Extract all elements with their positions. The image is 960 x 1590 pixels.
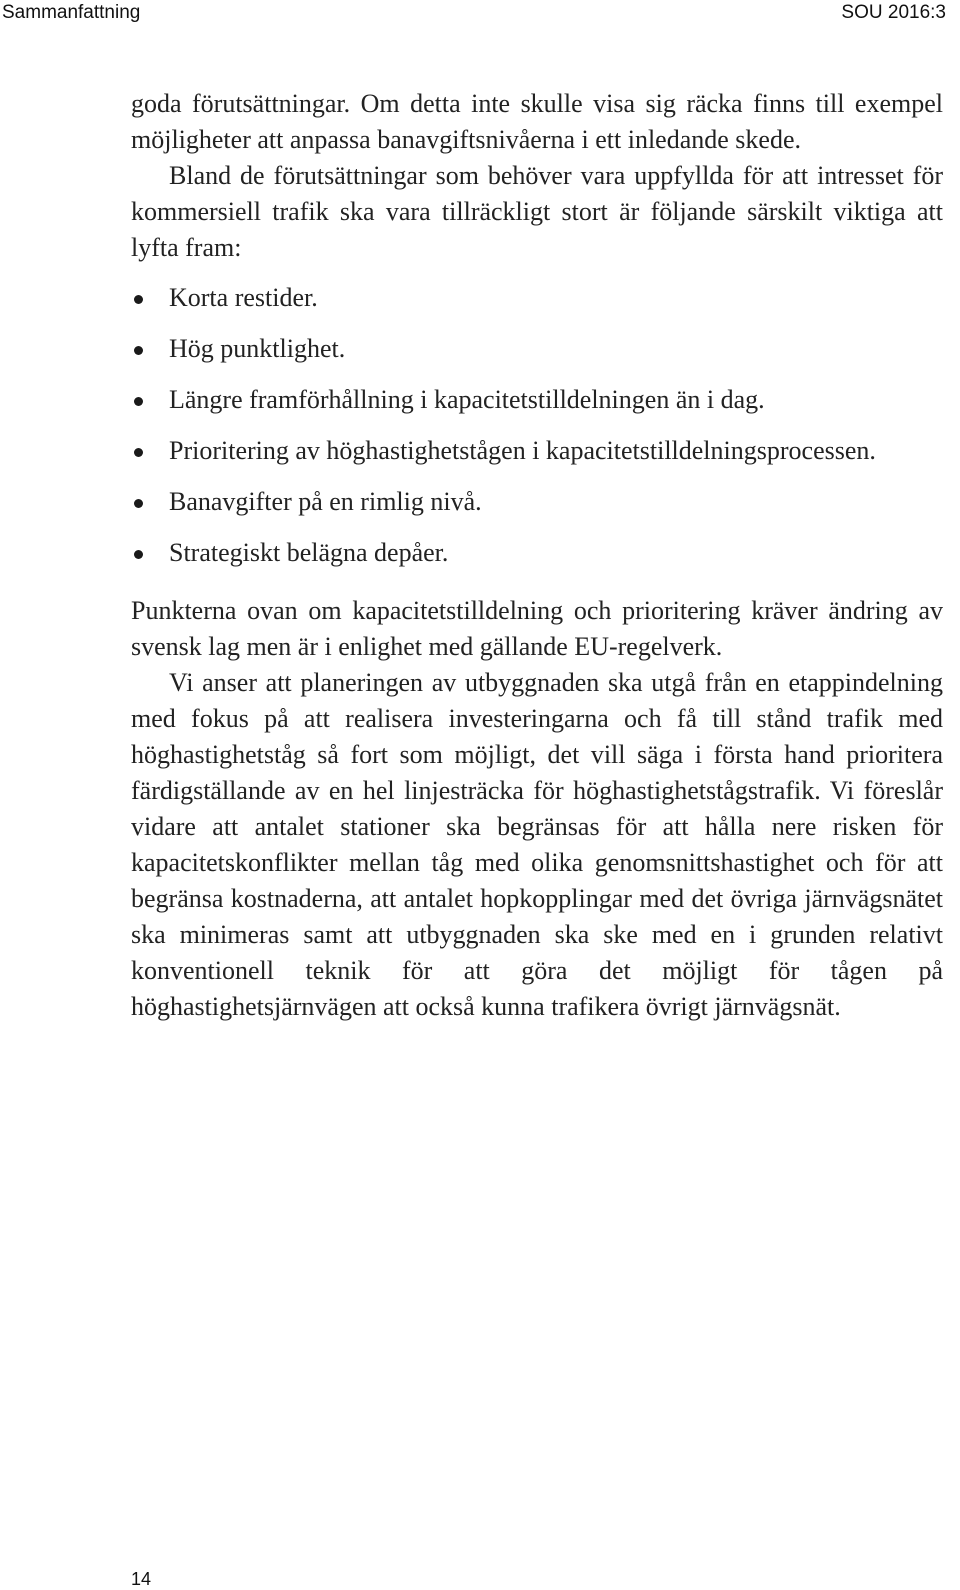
paragraph-legislation: Punkterna ovan om kapacitetstilldelning och prioritering kräver ändring av svensk lag men är i enlighet med gällande EU-regelverk.	[131, 596, 943, 661]
paragraph-prerequisites: Bland de förutsättningar som behöver vara uppfyllda för att intresset för kommersiell trafik ska vara tillräckligt stort är följande särskilt viktiga att lyfta fram:	[131, 161, 943, 262]
list-item-text: Prioritering av höghastighetstågen i kapacitetstilldelningsprocessen.	[169, 436, 876, 465]
list-item-text: Banavgifter på en rimlig nivå.	[169, 487, 482, 516]
bullet-icon	[134, 550, 143, 559]
running-header	[0, 0, 960, 26]
list-item-text: Korta restider.	[169, 283, 318, 312]
paragraph-continuation: goda förutsättningar. Om detta inte skulle visa sig räcka finns till exempel möjligheter att anpassa banavgiftsnivåerna i ett inledande skede.	[131, 89, 943, 154]
list-item	[131, 280, 943, 316]
list-item	[131, 331, 943, 367]
list-item	[131, 484, 943, 520]
body-text	[131, 86, 943, 1025]
bullet-icon	[134, 397, 143, 406]
list-item	[131, 382, 943, 418]
list-item-text: Hög punktlighet.	[169, 334, 346, 363]
list-item-text: Strategiskt belägna depåer.	[169, 538, 449, 567]
section-title: Sammanfattning	[2, 2, 141, 23]
list-item	[131, 433, 943, 469]
bullet-icon	[134, 499, 143, 508]
paragraph-planning: Vi anser att planeringen av utbyggnaden ska utgå från en etappindelning med fokus på att realisera investeringarna och få till stånd trafik med höghastighetståg så fort som möjligt, det vill säga i första hand prioritera färdigställande av en hel linjesträcka för höghastighetstågstrafik. Vi föreslår vidare att antalet stationer ska begränsas för att hålla nere risken för kapacitetskonflikter mellan tåg med olika genomsnittshastighet och för att begränsa kostnaderna, att antalet hopkopplingar med det övriga järnvägsnätet ska minimeras samt att utbyggnaden ska ske med en i grunden relativt konventionell teknik för att göra det möjligt för tågen på höghastighetsjärnvägen att också kunna trafikera övrigt järnvägsnät.	[131, 668, 943, 1021]
page-number: 14	[131, 1569, 152, 1589]
bullet-icon	[134, 346, 143, 355]
bullet-list	[131, 280, 943, 571]
report-id: SOU 2016:3	[841, 2, 946, 23]
bullet-icon	[134, 295, 143, 304]
list-item	[131, 535, 943, 571]
bullet-icon	[134, 448, 143, 457]
list-item-text: Längre framförhållning i kapacitetstilldelningen än i dag.	[169, 385, 765, 414]
